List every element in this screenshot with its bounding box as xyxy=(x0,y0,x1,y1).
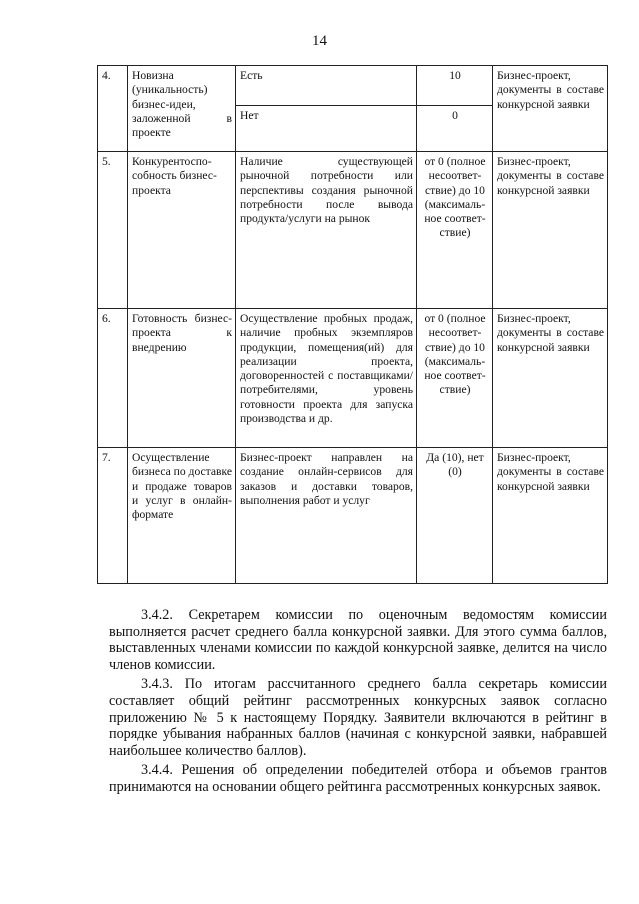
row-number: 7. xyxy=(98,448,128,584)
criterion-score: от 0 (полное несоответ-ствие) до 10 (максималь-ное соответ-ствие) xyxy=(417,309,493,448)
criterion-source: Бизнес-проект, документы в составе конкурсной заявки xyxy=(493,152,608,309)
paragraph-3-4-4: 3.4.4. Решения об определении победителей отбора и объемов грантов принимаются на основании общего рейтинга рассмотренных конкурсных заявок. xyxy=(109,762,607,795)
criterion-score: от 0 (полное несоответ-ствие) до 10 (максималь-ное соответ-ствие) xyxy=(417,152,493,309)
criterion-description: Бизнес-проект направлен на создание онлайн-сервисов для заказов и доставки товаров, выполнения работ и услуг xyxy=(236,448,417,584)
criterion-source: Бизнес-проект, документы в составе конкурсной заявки xyxy=(493,309,608,448)
criterion-description: Наличие существующей рыночной потребности или перспективы создания рыночной потребности после вывода продукта/услуги на рынок xyxy=(236,152,417,309)
row-number: 5. xyxy=(98,152,128,309)
criterion-name: Конкурентоспо-собность бизнес-проекта xyxy=(128,152,236,309)
criteria-table xyxy=(97,65,608,584)
criterion-name: Новизна (уникальность) бизнес-идеи, заложенной в проекте xyxy=(128,66,236,152)
criterion-description: Есть xyxy=(236,66,417,106)
table-row xyxy=(98,448,608,584)
body-text xyxy=(109,607,607,799)
criterion-name: Готовность бизнес-проекта к внедрению xyxy=(128,309,236,448)
page-number: 14 xyxy=(312,33,327,49)
criterion-score: Да (10), нет (0) xyxy=(417,448,493,584)
row-number: 4. xyxy=(98,66,128,152)
paragraph-3-4-3: 3.4.3. По итогам рассчитанного среднего балла секретарь комиссии составляет общий рейтинг рассмотренных конкурсных заявок согласно приложению № 5 к настоящему Порядку. Заявители включаются в рейтинг в порядке убывания набранных баллов (начиная с конкурсной заявки, набравшей наибольшее количество баллов). xyxy=(109,676,607,759)
criterion-description: Осуществление пробных продаж, наличие пробных экземпляров продукции, помещения(ий) для реализации проекта, договоренностей с поставщиками/потребителями, уровень готовности проекта для запуска производства и др. xyxy=(236,309,417,448)
table-row xyxy=(98,152,608,309)
criterion-score: 10 xyxy=(417,66,493,106)
criterion-score: 0 xyxy=(417,106,493,152)
criterion-name: Осуществление бизнеса по доставке и продаже товаров и услуг в онлайн-формате xyxy=(128,448,236,584)
criterion-source: Бизнес-проект, документы в составе конкурсной заявки xyxy=(493,66,608,152)
row-number: 6. xyxy=(98,309,128,448)
table-row xyxy=(98,66,608,106)
table-row xyxy=(98,309,608,448)
criterion-description: Нет xyxy=(236,106,417,152)
paragraph-3-4-2: 3.4.2. Секретарем комиссии по оценочным ведомостям комиссии выполняется расчет среднего балла конкурсной заявки. Для этого сумма баллов, выставленных членами комиссии по каждой конкурсной заявке, делится на число членов комиссии. xyxy=(109,607,607,673)
criterion-source: Бизнес-проект, документы в составе конкурсной заявки xyxy=(493,448,608,584)
